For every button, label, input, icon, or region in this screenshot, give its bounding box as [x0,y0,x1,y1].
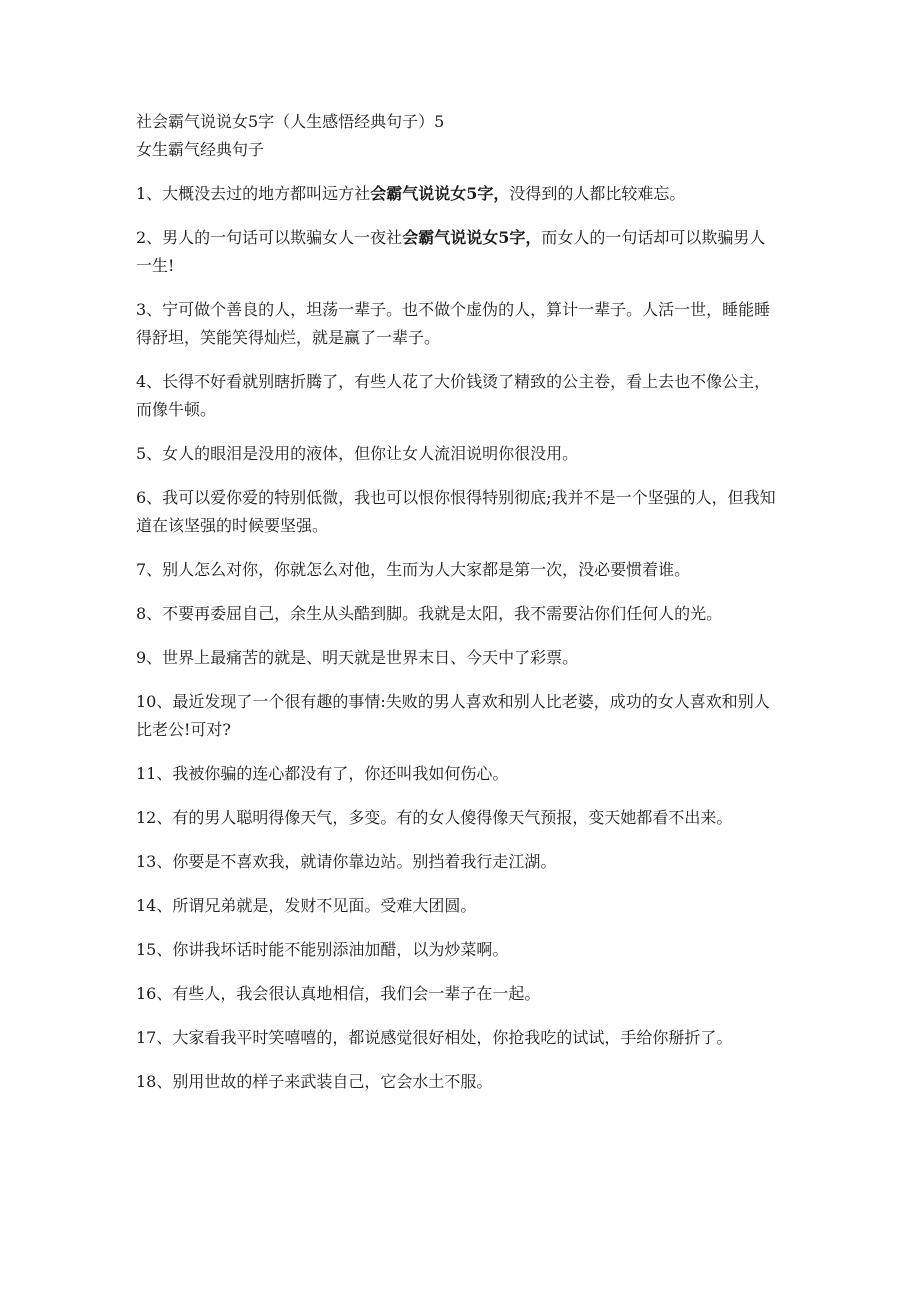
quote-item: 17、大家看我平时笑嘻嘻的，都说感觉很好相处，你抢我吃的试试，手给你掰折了。 [136,1028,733,1047]
quote-item: 2、男人的一句话可以欺骗女人一夜社会霸气说说女5字，而女人的一句话却可以欺骗男人一生! [136,228,766,275]
quote-item: 3、宁可做个善良的人，坦荡一辈子。也不做个虚伪的人，算计一辈子。人活一世，睡能睡得舒坦，笑能笑得灿烂，就是赢了一辈子。 [136,300,771,347]
quote-item: 12、有的男人聪明得像天气，多变。有的女人傻得像天气预报，变天她都看不出来。 [136,808,733,827]
quote-item: 8、不要再委屈自己，余生从头酷到脚。我就是太阳，我不需要沾你们任何人的光。 [136,604,723,623]
quote-item: 6、我可以爱你爱的特别低微，我也可以恨你恨得特别彻底;我并不是一个坚强的人，但我知道在该坚强的时候要坚强。 [136,488,776,535]
quote-item: 15、你讲我坏话时能不能别添油加醋，以为炒菜啊。 [136,940,509,959]
quote-list [136,180,776,1096]
quote-item: 13、你要是不喜欢我，就请你靠边站。别挡着我行走江湖。 [136,852,557,871]
quote-item: 5、女人的眼泪是没用的液体，但你让女人流泪说明你很没用。 [136,444,579,463]
document-subtitle: 女生霸气经典句子 [136,140,265,159]
quote-item: 16、有些人，我会很认真地相信，我们会一辈子在一起。 [136,984,541,1003]
quote-item: 1、大概没去过的地方都叫远方社会霸气说说女5字，没得到的人都比较难忘。 [136,184,686,203]
quote-item: 4、长得不好看就别瞎折腾了，有些人花了大价钱烫了精致的公主卷，看上去也不像公主，而像牛顿。 [136,372,771,419]
quote-item: 11、我被你骗的连心都没有了，你还叫我如何伤心。 [136,764,509,783]
quote-item: 18、别用世故的样子来武装自己，它会水土不服。 [136,1072,493,1091]
quote-item: 9、世界上最痛苦的就是、明天就是世界末日、今天中了彩票。 [136,648,579,667]
quote-item: 7、别人怎么对你，你就怎么对他，生而为人大家都是第一次，没必要惯着谁。 [136,560,691,579]
document-page [136,108,776,1096]
quote-item: 10、最近发现了一个很有趣的事情:失败的男人喜欢和别人比老婆，成功的女人喜欢和别人比老公!可对? [136,692,770,739]
quote-item: 14、所谓兄弟就是，发财不见面。受难大团圆。 [136,896,477,915]
document-title: 社会霸气说说女5字（人生感悟经典句子）5 [136,112,445,131]
